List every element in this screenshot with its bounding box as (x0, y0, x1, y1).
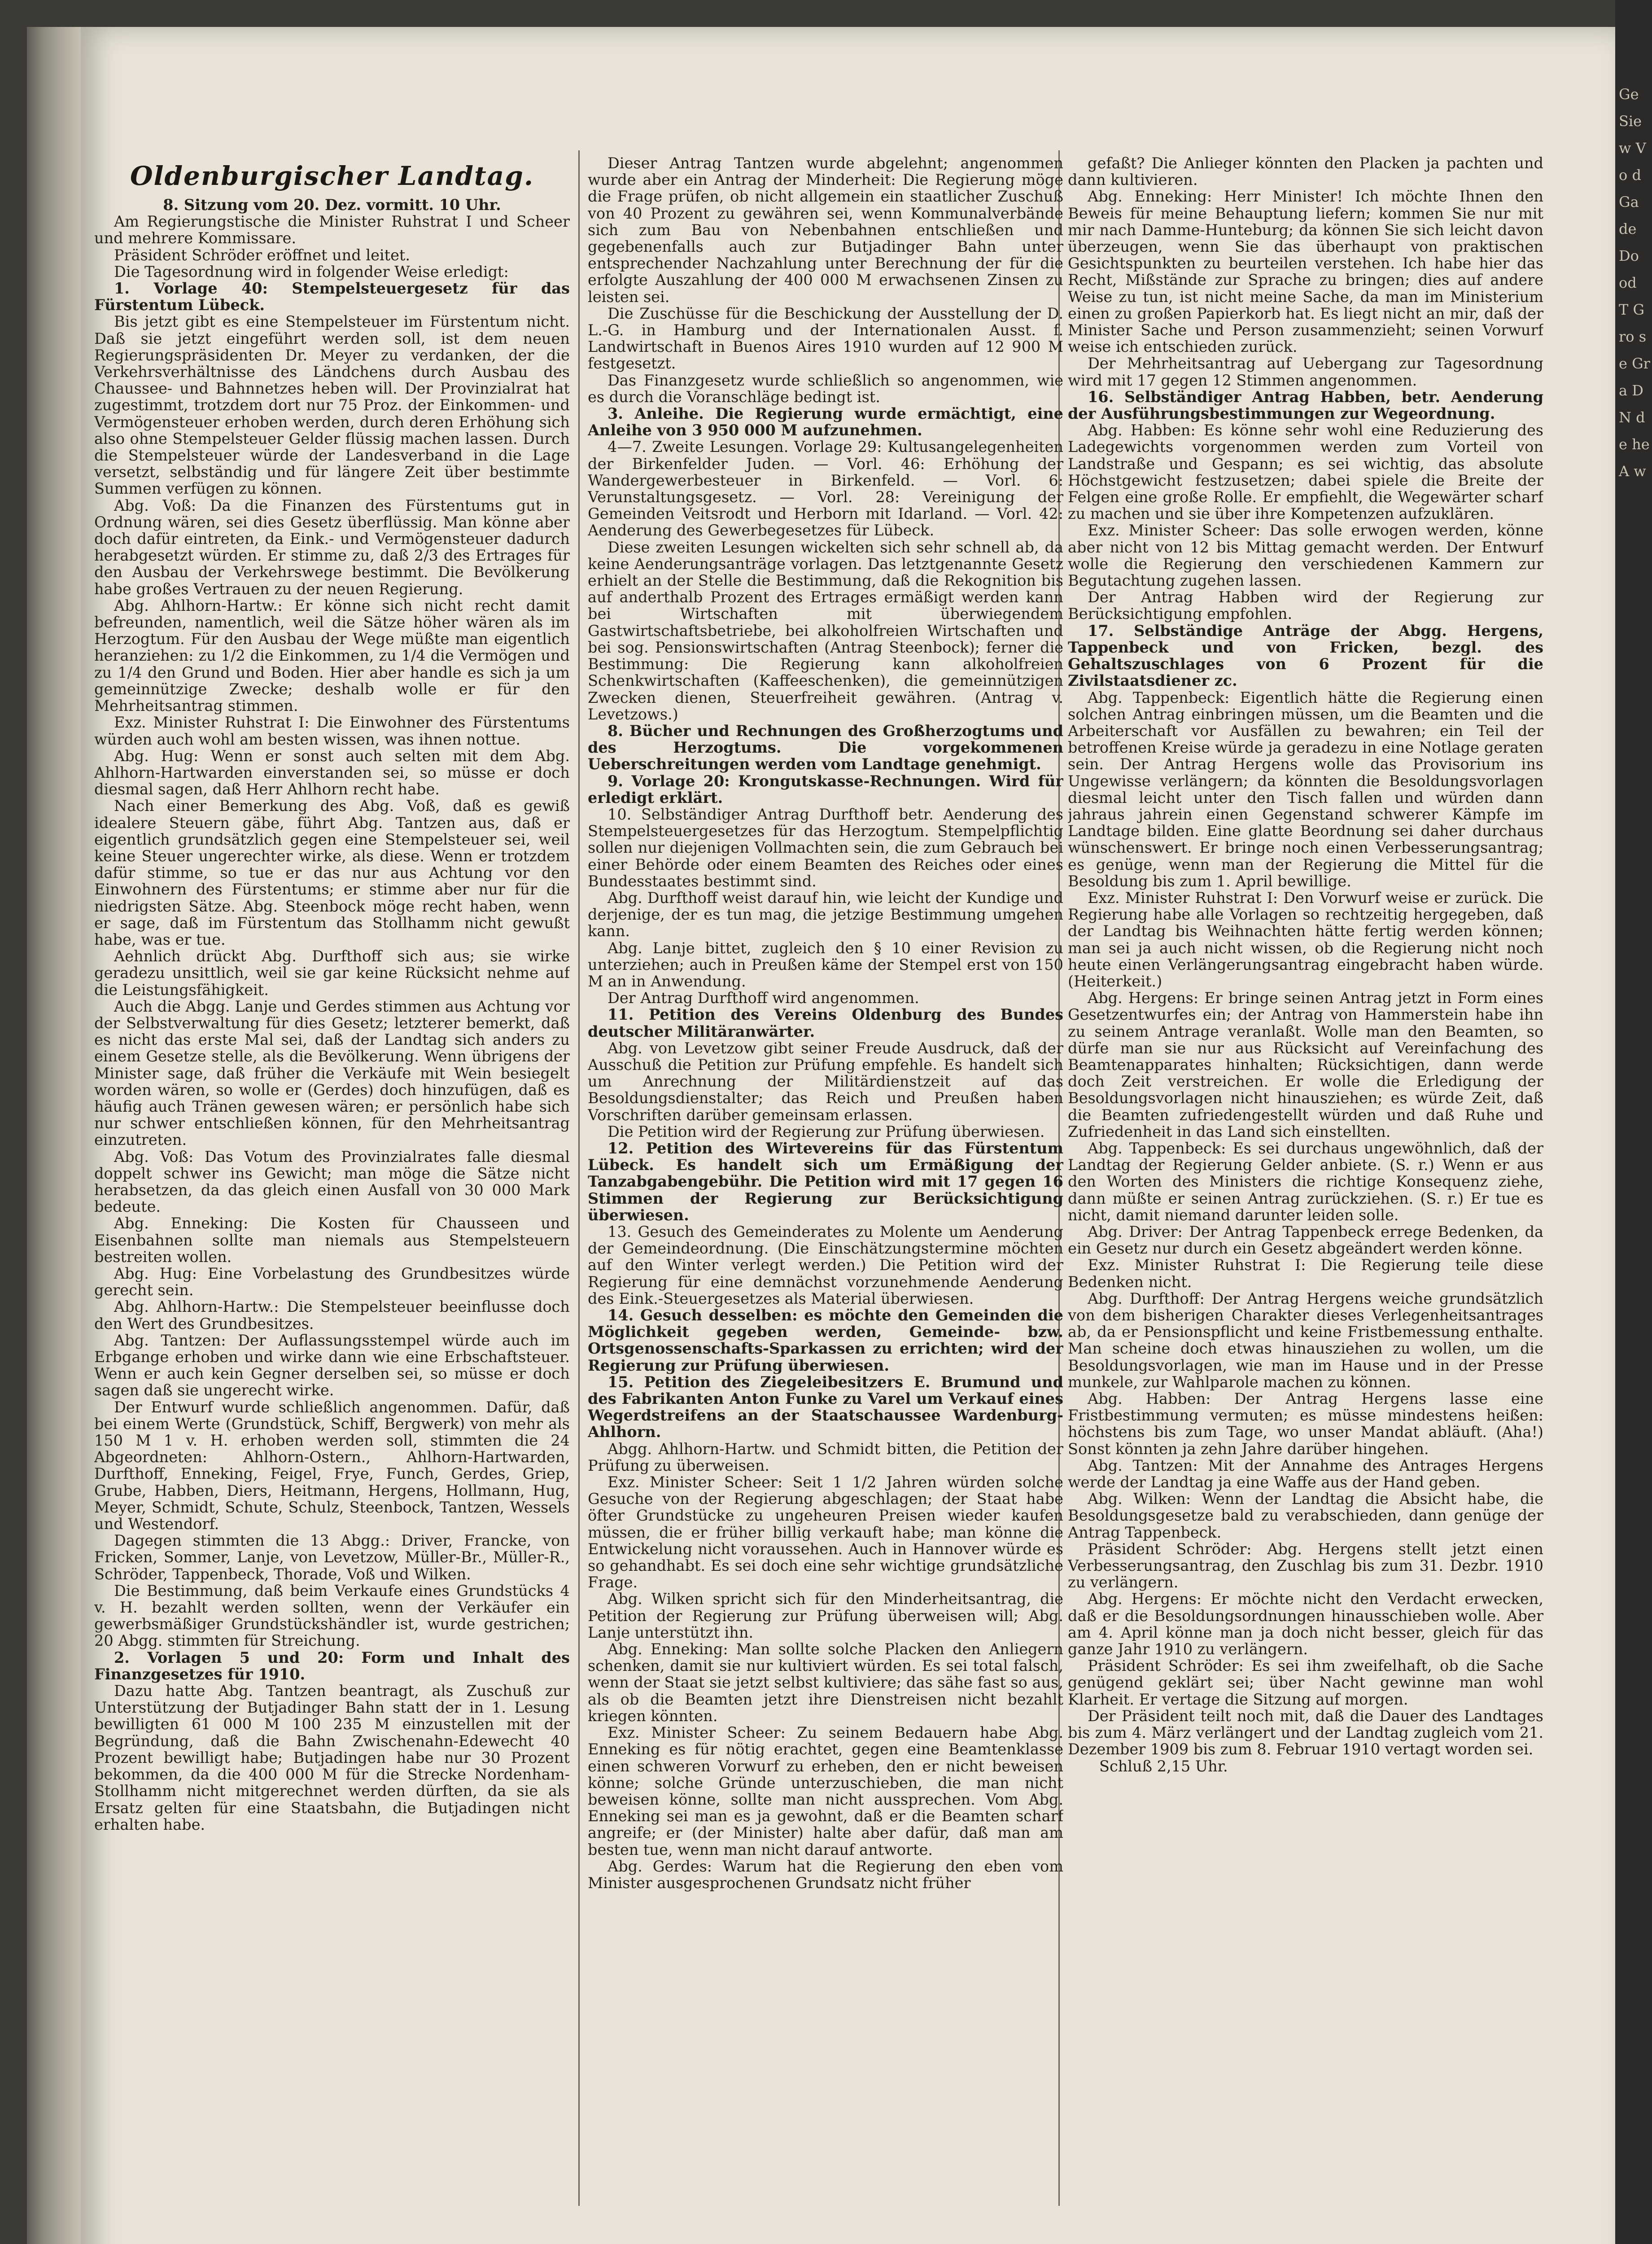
column-2-paragraph: Abg. Wilken spricht sich für den Minderheitsantrag, die Petition der Regierung zur Prüfung überweisen will; Abg. Lanje unterstützt ihn. (588, 1590, 1063, 1641)
column-2-paragraph: Abg. Enneking: Man sollte solche Placken den Anliegern schenken, damit sie nur kultiviert würden. Es sei total falsch, wenn der Staat sie jetzt selbst kultiviere; das sähe fast so aus, als ob die Beamten jetzt ihre Dienstreisen nicht bezahlt kriegen könnten. (588, 1640, 1063, 1725)
column-rule-1 (578, 150, 580, 2206)
column-2-paragraph: Abg. von Levetzow gibt seiner Freude Ausdruck, daß der Ausschuß die Petition zur Prüfung empfehle. Es handelt sich um Anrechnung der Militärdienstzeit auf das Besoldungsdienstalter; das Reich und Preußen haben Vorschriften darüber gemeinsam erlassen. (588, 1039, 1063, 1124)
column-1-paragraph: Abg. Tantzen: Der Auflassungsstempel würde auch im Erbgange erhoben und wirke dann wie eine Erbschaftsteuer. Wenn er auch kein Gegner derselben sei, so müsse er doch sagen daß sie ungerecht wirke. (94, 1331, 570, 1399)
column-1-paragraph: 8. Sitzung vom 20. Dez. vormitt. 10 Uhr. (163, 197, 501, 214)
column-1-paragraph: Exz. Minister Ruhstrat I: Die Einwohner des Fürstentums würden auch wohl am besten wissen, was ihnen nottue. (94, 714, 570, 748)
column-2-paragraph: 10. Selbständiger Antrag Durfthoff betr. Aenderung des Stempelsteuergesetzes für das Herzogtum. Stempelpflichtig sollen nur diejenigen Vollmachten sein, die zum Gebrauch bei einer Behörde oder einem Beamten des Reiches oder eines Bundesstaates bestimmt sind. (588, 805, 1063, 890)
column-1-paragraph: Nach einer Bemerkung des Abg. Voß, daß es gewiß idealere Steuern gäbe, führt Abg. Tantzen aus, daß er eigentlich grundsätzlich gegen eine Stempelsteuer sei, weil keine Steuer ungerechter wirke, als diese. Wenn er trotzdem dafür stimme, so tue er das nur aus Achtung vor den Einwohnern des Fürstentums; er stimme aber nur für die niedrigsten Sätze. Abg. Steenbock möge recht haben, wenn er sage, daß im Fürstentum das Stollhamm nicht gewußt habe, was er tue. (94, 797, 570, 948)
column-3-paragraph: Der Präsident teilt noch mit, daß die Dauer des Landtages bis zum 4. März verlängert und der Landtag zugleich vom 21. Dezember 1909 bis zum 8. Februar 1910 vertagt worden sei. (1068, 1707, 1543, 1758)
column-2-paragraph: Das Finanzgesetz wurde schließlich so angenommen, wie es durch die Voranschläge bedingt ist. (588, 371, 1063, 406)
column-3-paragraph: Der Antrag Habben wird der Regierung zur Berücksichtigung empfohlen. (1068, 588, 1543, 623)
column-2-paragraph: 4—7. Zweite Lesungen. Vorlage 29: Kultusangelegenheiten der Birkenfelder Juden. — Vorl. 46: Erhöhung der Wandergewerbesteuer in Birkenfeld. — Vorl. 6: Verunstaltungsgesetz. — Vorl. 28: Vereinigung der Gemeinden Veitsrodt und Herborn mit Idarland. — Vorl. 42: Aenderung des Gewerbegesetzes für Lübeck. (588, 438, 1063, 539)
column-1-paragraph: Präsident Schröder eröffnet und leitet. (114, 246, 411, 264)
column-2-paragraph: Dieser Antrag Tantzen wurde abgelehnt; angenommen wurde aber ein Antrag der Minderheit: Die Regierung möge die Frage prüfen, ob nicht allgemein ein staatlicher Zuschuß von 40 Prozent zu gewähren sei, wenn Kommunalverbände sich zum Bau von Nebenbahnen entschließen und gegebenenfalls auch zur Butjadinger Bahn unter entsprechender Nachzahlung unter Berechnung der für die erfolgte Auszahlung der 400 000 M erwachsenen Zinsen zu leisten sei. (588, 155, 1063, 306)
column-3-paragraph: Abg. Tantzen: Mit der Annahme des Antrages Hergens werde der Landtag ja eine Waffe aus der Hand geben. (1068, 1456, 1543, 1491)
column-3-paragraph: Der Mehrheitsantrag auf Uebergang zur Tagesordnung wird mit 17 gegen 12 Stimmen angenommen. (1068, 355, 1543, 389)
column-1-paragraph: Abg. Ahlhorn-Hartw.: Die Stempelsteuer beeinflusse doch den Wert des Grundbesitzes. (94, 1298, 570, 1332)
column-3-paragraph: gefaßt? Die Anlieger könnten den Placken ja pachten und dann kultivieren. (1068, 155, 1543, 189)
column-3-paragraph: 16. Selbständiger Antrag Habben, betr. Aenderung der Ausführungsbestimmungen zur Wegeordnung. (1068, 388, 1543, 423)
column-1-paragraph: Am Regierungstische die Minister Ruhstrat I und Scheer und mehrere Kommissare. (94, 213, 570, 247)
column-2-paragraph: Der Antrag Durfthoff wird angenommen. (607, 989, 919, 1007)
column-3-paragraph: 17. Selbständige Anträge der Abgg. Hergens, Tappenbeck und von Fricken, bezgl. des Gehaltszuschlages von 6 Prozent für die Zivilstaatsdiener zc. (1068, 622, 1543, 690)
column-3-paragraph: Abg. Wilken: Wenn der Landtag die Absicht habe, die Besoldungsgesetze bald zu verabschieden, dann genüge der Antrag Tappenbeck. (1068, 1490, 1543, 1541)
adjacent-page-strip (1615, 0, 1652, 2244)
column-2-paragraph: Abgg. Ahlhorn-Hartw. und Schmidt bitten, die Petition der Prüfung zu überweisen. (588, 1440, 1063, 1474)
column-2-paragraph: Exz. Minister Scheer: Zu seinem Bedauern habe Abg. Enneking es für nötig erachtet, gegen eine Beamtenklasse einen schweren Vorwurf zu erheben, den er nicht beweisen könne; solche Gründe unterzuschieben, die man nicht beweisen könne, sollte man nicht aussprechen. Vom Abg. Enneking sei man es ja gewohnt, daß er die Beamten scharf angreife; er (der Minister) halte aber dafür, daß man am besten tue, wenn man nicht darauf antworte. (588, 1724, 1063, 1858)
column-1-paragraph: Abg. Voß: Da die Finanzen des Fürstentums gut in Ordnung wären, sei dies Gesetz überflüssig. Man könne aber doch dafür eintreten, da Eink.- und Vermögensteuer dadurch herabgesetzt würden. Er stimme zu, daß 2/3 des Ertrages für den Ausbau der Verkehrswege bestimmt. Die Bevölkerung habe großes Vertrauen zu der neuen Regierung. (94, 496, 570, 598)
column-2-paragraph: Abg. Gerdes: Warum hat die Regierung den eben vom Minister ausgesprochenen Grundsatz nicht früher (588, 1857, 1063, 1892)
column-3-paragraph: Abg. Enneking: Herr Minister! Ich möchte Ihnen den Beweis für meine Behauptung liefern; kommen Sie nur mit mir nach Damme-Hunteburg; da können Sie sich leicht davon überzeugen, wenn Sie das überhaupt von praktischen Gesichtspunkten zu beurteilen verstehen. Ich habe hier das Recht, Mißstände zur Sprache zu bringen; dies auf andere Weise zu tun, ist nicht meine Sache, da man im Ministerium einen zu großen Papierkorb hat. Es liegt nicht an mir, daß der Minister Sache und Person zusammenzieht; seinen Vorwurf weise ich entschieden zurück. (1068, 188, 1543, 356)
column-2-paragraph: Abg. Lanje bittet, zugleich den § 10 einer Revision zu unterziehen; auch in Preußen käme der Stempel erst von 150 M an in Anwendung. (588, 939, 1063, 990)
column-3-paragraph: Exz. Minister Ruhstrat I: Den Vorwurf weise er zurück. Die Regierung habe alle Vorlagen so rechtzeitig hergegeben, daß der Landtag bis Weihnachten hätte fertig werden können; man sei ja auch nicht wissen, ob die Regierung nicht noch heute einen Verlängerungsantrag eingebracht haben würde. (Heiterkeit.) (1068, 889, 1543, 990)
column-2-paragraph: Die Petition wird der Regierung zur Prüfung überwiesen. (607, 1122, 1045, 1140)
column-1-paragraph: Der Entwurf wurde schließlich angenommen. Dafür, daß bei einem Werte (Grundstück, Schiff, Bergwerk) von mehr als 150 M 1 v. H. erhoben werden soll, stimmten die 24 Abgeordneten: Ahlhorn-Ostern., Ahlhorn-Hartwarden, Durfthoff, Enneking, Feigel, Frye, Funch, Gerdes, Griep, Grube, Habben, Diers, Heitmann, Hergens, Hollmann, Hug, Meyer, Schmidt, Schute, Schulz, Steenbock, Tantzen, Wessels und Westendorf. (94, 1398, 570, 1533)
column-3-paragraph: Exz. Minister Scheer: Das solle erwogen werden, könne aber nicht von 12 bis Mittag gemacht werden. Der Entwurf wolle die Regierung den verschiedenen Kammern zur Begutachtung zugehen lassen. (1068, 522, 1543, 590)
column-1-paragraph: Dagegen stimmten die 13 Abgg.: Driver, Francke, von Fricken, Sommer, Lanje, von Levetzow, Müller-Br., Müller-R., Schröder, Tappenbeck, Thorade, Voß und Wilken. (94, 1532, 570, 1583)
book-page-edge (27, 27, 81, 2244)
column-2-paragraph: 13. Gesuch des Gemeinderates zu Molente um Aenderung der Gemeindeordnung. (Die Einschätzungstermine möchten auf den Winter verlegt werden.) Die Petition wird der Regierung für eine demnächst vorzunehmende Aenderung des Eink.-Steuergesetzes als Material überwiesen. (588, 1223, 1063, 1307)
column-1-paragraph: Abg. Voß: Das Votum des Provinzialrates falle diesmal doppelt schwer ins Gewicht; man möge die Sätze nicht herabsetzen, da das gleich einen Ausfall von 30 000 Mark bedeute. (94, 1148, 570, 1216)
column-2-paragraph: 9. Vorlage 20: Krongutskasse-Rechnungen. Wird für erledigt erklärt. (588, 772, 1063, 806)
column-3-paragraph: Präsident Schröder: Abg. Hergens stellt jetzt einen Verbesserungsantrag, den Zuschlag bis zum 31. Dezbr. 1910 zu verlängern. (1068, 1540, 1543, 1591)
column-3-paragraph: Präsident Schröder: Es sei ihm zweifelhaft, ob die Sache genügend geklärt sei; über Nacht gewinne man wohl Klarheit. Er vertage die Sitzung auf morgen. (1068, 1657, 1543, 1708)
column-2-paragraph: 3. Anleihe. Die Regierung wurde ermächtigt, eine Anleihe von 3 950 000 M aufzunehmen. (588, 405, 1063, 439)
masthead: Oldenburgischer Landtag. (130, 161, 534, 191)
column-1 (94, 197, 570, 2194)
column-1-paragraph: Abg. Hug: Wenn er sonst auch selten mit dem Abg. Ahlhorn-Hartwarden einverstanden sei, so müsse er doch diesmal sagen, daß Herr Ahlhorn recht habe. (94, 747, 570, 798)
column-3-paragraph: Abg. Hergens: Er bringe seinen Antrag jetzt in Form eines Gesetzentwurfes ein; der Antrag von Hammerstein habe ihn zu seinem Antrage veranlaßt. Wolle man den Beamten, so dürfe man sie nur aus Rücksicht auf Vereinfachung des Beamtenapparates hinhalten; Rücksichtigen, dann werde doch Zeit verstreichen. Er wolle die Erledigung der Besoldungsvorlagen nicht hinausziehen; es würde Zeit, daß die Beamten zufriedengestellt würden und daß Ruhe und Zufriedenheit in das Land sich einstellten. (1068, 989, 1543, 1140)
column-1-paragraph: 1. Vorlage 40: Stempelsteuergesetz für das Fürstentum Lübeck. (94, 280, 570, 314)
column-1-paragraph: Abg. Hug: Eine Vorbelastung des Grundbesitzes würde gerecht sein. (94, 1265, 570, 1299)
column-1-paragraph: Die Tagesordnung wird in folgender Weise erledigt: (114, 263, 509, 280)
column-1-paragraph: Bis jetzt gibt es eine Stempelsteuer im Fürstentum nicht. Daß sie jetzt eingeführt werden soll, ist dem neuen Regierungspräsidenten Dr. Meyer zu verdanken, der die Verkehrsverhältnisse des Ländchens durch Ausbau des Chaussee- und Bahnnetzes heben will. Der Provinzialrat hat zugestimmt, trotzdem dort nur 75 Proz. der Einkommen- und Vermögensteuer erhoben werden, durch deren Erhöhung sich also ohne Stempelsteuer Gelder flüssig machen lassen. Durch die Stempelsteuer würde der Landesverband in die Lage versetzt, selbständig und für längere Zeit über bestimmte Summen verfügen zu können. (94, 313, 570, 498)
column-2-paragraph: 12. Petition des Wirtevereins für das Fürstentum Lübeck. Es handelt sich um Ermäßigung der Tanzabgabengebühr. Die Petition wird mit 17 gegen 16 Stimmen der Regierung zur Berücksichtigung überwiesen. (588, 1139, 1063, 1224)
column-2-paragraph: Die Zuschüsse für die Beschickung der Ausstellung der D. L.-G. in Hamburg und der Internationalen Ausst. f. Landwirtschaft in Buenos Aires 1910 wurden auf 12 900 M festgesetzt. (588, 304, 1063, 373)
column-3-paragraph: Exz. Minister Ruhstrat I: Die Regierung teile diese Bedenken nicht. (1068, 1256, 1543, 1291)
column-3-paragraph: Abg. Durfthoff: Der Antrag Hergens weiche grundsätzlich von dem bisherigen Charakter dieses Verlegenheitsantrages ab, da er Pensionspflicht und keine Fristbemessung enthalte. Man scheine doch etwas hinausziehen zu wollen, um die Besoldungsvorlagen, wie man im Hause und in der Presse munkele, zur Wahlparole machen zu können. (1068, 1289, 1543, 1391)
column-2-paragraph: Diese zweiten Lesungen wickelten sich sehr schnell ab, da keine Aenderungsanträge vorlagen. Das letztgenannte Gesetz erhielt an der Stelle die Bestimmung, daß die Rekognition bis auf anderthalb Prozent des Ertrages ermäßigt werden kann bei Wirtschaften mit überwiegendem Gastwirtschaftsbetriebe, bei alkoholfreien Wirtschaften und bei sog. Pensionswirtschaften (Antrag Steenbock); ferner die Bestimmung: Die Regierung kann alkoholfreien Schenkwirtschaften (Kaffeeschenken), die gemeinnützigen Zwecken dienen, Steuerfreiheit gewähren. (Antrag v. Levetzows.) (588, 538, 1063, 723)
column-2-paragraph: 8. Bücher und Rechnungen des Großherzogtums und des Herzogtums. Die vorgekommenen Ueberschreitungen werden vom Landtage genehmigt. (588, 722, 1063, 773)
column-2-paragraph: Abg. Durfthoff weist darauf hin, wie leicht der Kundige und derjenige, der es tun mag, die jetzige Bestimmung umgehen kann. (588, 889, 1063, 940)
newspaper-page (81, 27, 1615, 2244)
column-1-paragraph: Abg. Ahlhorn-Hartw.: Er könne sich nicht recht damit befreunden, namentlich, weil die Sätze höher wären als im Herzogtum. Für den Ausbau der Wege müßte man eigentlich heranziehen: zu 1/2 die Einkommen, zu 1/4 die Vermögen und zu 1/4 den Grund und Boden. Hier aber handle es sich ja um gemeinnützige Zwecke; deshalb wolle er für den Mehrheitsantrag stimmen. (94, 596, 570, 715)
column-3 (1068, 155, 1543, 2201)
column-1-paragraph: Abg. Enneking: Die Kosten für Chausseen und Eisenbahnen sollte man niemals aus Stempelsteuern bestreiten wollen. (94, 1214, 570, 1266)
column-1-paragraph: 2. Vorlagen 5 und 20: Form und Inhalt des Finanzgesetzes für 1910. (94, 1648, 570, 1683)
column-3-paragraph: Abg. Driver: Der Antrag Tappenbeck errege Bedenken, da ein Gesetz nur durch ein Gesetz abgeändert werden könne. (1068, 1223, 1543, 1258)
column-3-paragraph: Schluß 2,15 Uhr. (1099, 1757, 1228, 1775)
column-1-paragraph: Aehnlich drückt Abg. Durfthoff sich aus; sie wirke geradezu unsittlich, weil sie gar keine Rücksicht nehme auf die Leistungsfähigkeit. (94, 947, 570, 999)
adjacent-page-text: Ge Sie w Vo d Ga de Do od T Gro se Gra D N de he A w (1619, 86, 1650, 480)
column-2-paragraph: Exz. Minister Scheer: Seit 1 1/2 Jahren würden solche Gesuche von der Regierung abgeschlagen; der Staat habe öfter Grundstücke zu ungeheuren Preisen wieder kaufen müssen, die er früher billig verkauft habe; man könne die Entwickelung nicht voraussehen. Auch in Hannover würde es so gehandhabt. Es sei doch eine sehr wichtige grundsätzliche Frage. (588, 1473, 1063, 1591)
column-3-paragraph: Abg. Hergens: Er möchte nicht den Verdacht erwecken, daß er die Besoldungsordnungen hinausschieben wolle. Aber am 4. April könne man ja doch nicht besser, gleich für das ganze Jahr 1910 zu verlängern. (1068, 1590, 1543, 1658)
column-1-paragraph: Die Bestimmung, daß beim Verkaufe eines Grundstücks 4 v. H. bezahlt werden sollten, wenn der Verkäufer ein gewerbsmäßiger Grundstückshändler ist, wurde gestrichen; 20 Abgg. stimmten für Streichung. (94, 1582, 570, 1650)
column-2 (588, 155, 1063, 2237)
column-3-paragraph: Abg. Tappenbeck: Es sei durchaus ungewöhnlich, daß der Landtag der Regierung Gelder anbiete. (S. r.) Wenn er aus den Worten des Ministers die richtige Konsequenz ziehe, dann müßte er seinen Antrag zurückziehen. (S. r.) Er tue es nicht, damit niemand darunter leiden solle. (1068, 1139, 1543, 1224)
column-3-paragraph: Abg. Habben: Es könne sehr wohl eine Reduzierung des Ladegewichts vorgenommen werden zum Vorteil von Landstraße und Gespann; es sei wichtig, das absolute Höchstgewicht festzusetzen; dabei spiele die Breite der Felgen eine große Rolle. Er empfiehlt, die Wegewärter scharf zu machen und sie über ihre Kompetenzen aufzuklären. (1068, 421, 1543, 523)
column-2-paragraph: 15. Petition des Ziegeleibesitzers E. Brumund und des Fabrikanten Anton Funke zu Varel um Verkauf eines Wegerdstreifens an der Staatschaussee Wardenburg-Ahlhorn. (588, 1373, 1063, 1441)
column-2-paragraph: 11. Petition des Vereins Oldenburg des Bundes deutscher Militäranwärter. (588, 1006, 1063, 1040)
column-3-paragraph: Abg. Tappenbeck: Eigentlich hätte die Regierung einen solchen Antrag einbringen müssen, um die Beamten und die Arbeiterschaft vor Ausfällen zu bewahren; ein Teil der betroffenen Kreise würde ja geradezu in eine Notlage geraten sein. Der Antrag Hergens wolle das Provisorium ins Ungewisse verlängern; da könnten die Besoldungsvorlagen diesmal leicht unter den Tisch fallen und würden dann jahraus jahrein einen Gegenstand schwerer Kämpfe im Landtage bilden. Eine glatte Beordnung sei daher durchaus wünschenswert. Er bringe noch einen Verbesserungsantrag; es genüge, wenn man der Regierung die Mittel für die Besoldung bis zum 1. April bewillige. (1068, 688, 1543, 890)
column-1-paragraph: Auch die Abgg. Lanje und Gerdes stimmen aus Achtung vor der Selbstverwaltung für dies Gesetz; letzterer bemerkt, daß es nicht das erste Mal sei, daß der Landtag sich anders zu einem Gesetze stelle, als die Bevölkerung. Wenn übrigens der Minister sage, daß früher die Verkäufe mit Wein besiegelt worden wären, so wolle er (Gerdes) doch hinzufügen, daß es häufig auch Tränen gewesen wären; er persönlich habe sich nur schwer entschließen können, für den Mehrheitsantrag einzutreten. (94, 997, 570, 1149)
column-3-paragraph: Abg. Habben: Der Antrag Hergens lasse eine Fristbestimmung vermuten; es müsse mindestens heißen: höchstens bis zum Tage, wo unser Mandat abläuft. (Aha!) Sonst könnten ja zehn Jahre darüber hingehen. (1068, 1390, 1543, 1458)
column-2-paragraph: 14. Gesuch desselben: es möchte den Gemeinden die Möglichkeit gegeben werden, Gemeinde- bzw. Ortsgenossenschafts-Sparkassen zu errichten; wird der Regierung zur Prüfung überwiesen. (588, 1306, 1063, 1374)
column-1-paragraph: Dazu hatte Abg. Tantzen beantragt, als Zuschuß zur Unterstützung der Butjadinger Bahn statt der in 1. Lesung bewilligten 61 000 M 100 235 M einzustellen mit der Begründung, daß die Bahn Zwischenahn-Edewecht 40 Prozent bewilligt habe; Butjadingen habe nur 30 Prozent bekommen, da die 400 000 M für die Strecke Nordenham-Stollhamm nicht mitgerechnet werden dürften, da sie als Ersatz gelten für eine Staatsbahn, die Butjadingen nicht erhalten habe. (94, 1682, 570, 1833)
